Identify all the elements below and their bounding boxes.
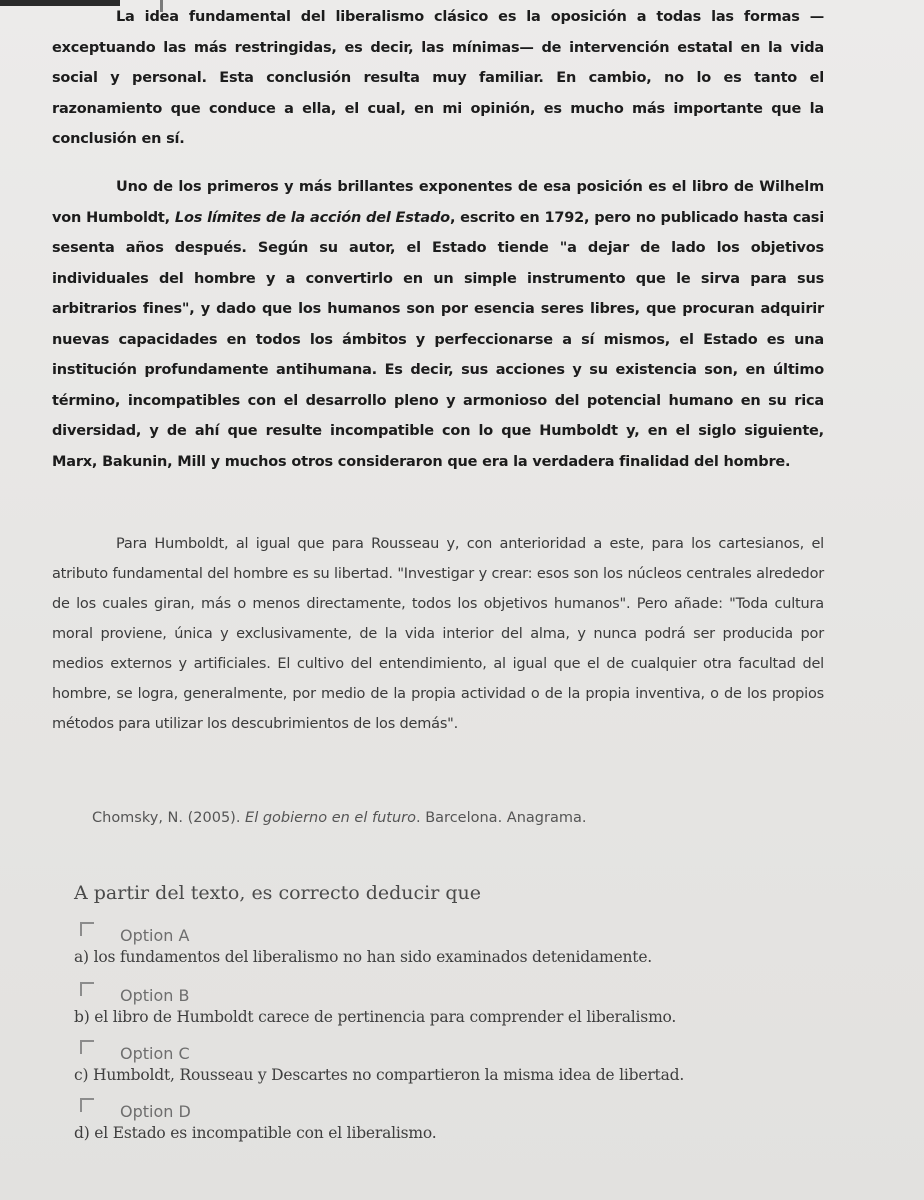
option-c-text: c) Humboldt, Rousseau y Descartes no compartieron la misma idea de libertad. [74, 1066, 685, 1084]
source-citation [92, 810, 586, 826]
option-b-checkbox[interactable] [80, 982, 94, 996]
option-d-label[interactable]: Option D [120, 1102, 191, 1121]
passage-paragraph-3 [52, 529, 824, 739]
option-b-text: b) el libro de Humboldt carece de pertinencia para comprender el liberalismo. [74, 1008, 677, 1026]
question-prompt: A partir del texto, es correcto deducir que [74, 882, 482, 904]
option-a-text: a) los fundamentos del liberalismo no han sido examinados detenidamente. [74, 948, 653, 966]
paragraph-1-text: La idea fundamental del liberalismo clásico es la oposición a todas las formas —exceptuando las más restringidas, es decir, las mínimas— de intervención estatal en la vida social y personal. Esta conclusión resulta muy familiar. En cambio, no lo es tanto el razonamiento que conduce a ella, el cual, en mi opinión, es mucho más importante que la conclusión en sí. [52, 9, 824, 147]
citation-publisher: . Barcelona. Anagrama. [416, 810, 587, 826]
paragraph-2-text [52, 172, 824, 477]
citation-book-title: El gobierno en el futuro [245, 810, 416, 826]
option-c-checkbox[interactable] [80, 1040, 94, 1054]
passage-paragraph-2 [52, 172, 824, 477]
passage-paragraph-1 [52, 2, 824, 155]
citation-author: Chomsky, N. (2005). [92, 810, 246, 826]
option-a-checkbox[interactable] [80, 922, 94, 936]
paragraph-2-rest: , escrito en 1792, pero no publicado hasta casi sesenta años después. Según su autor, el Estado tiende "a dejar de lado los objetivos individuales del hombre y a convertirlo en un simple instrumento que le sirva para sus arbitrarios fines", y dado que los humanos son por esencia seres libres, que procuran adquirir nuevas capacidades en todos los ámbitos y perfeccionarse a sí mismos, el Estado es una institución profundamente antihumana. Es decir, sus acciones y su existencia son, en último término, incompatibles con el desarrollo pleno y armonioso del potencial humano en su rica diversidad, y de ahí que resulte incompatible con lo que Humboldt y, en el siglo siguiente, Marx, Bakunin, Mill y muchos otros consideraron que era la verdadera finalidad del hombre. [52, 209, 824, 470]
option-a-label[interactable]: Option A [120, 926, 190, 945]
paragraph-2-lead: Uno de los primeros y más brillantes exponentes de esa posición es el libro de Wilhelm von Humboldt, [52, 179, 824, 226]
option-d-checkbox[interactable] [80, 1098, 94, 1112]
option-d-text: d) el Estado es incompatible con el liberalismo. [74, 1124, 437, 1142]
paragraph-3-text: Para Humboldt, al igual que para Rousseau y, con anterioridad a este, para los cartesianos, el atributo fundamental del hombre es su libertad. "Investigar y crear: esos son los núcleos centrales alrededor de los cuales giran, más o menos directamente, todos los objetivos humanos". Pero añade: "Toda cultura moral proviene, única y exclusivamente, de la vida interior del alma, y nunca podrá ser producida por medios externos y artificiales. El cultivo del entendimiento, al igual que el de cualquier otra facultad del hombre, se logra, generalmente, por medio de la propia actividad o de la propia inventiva, o de los propios métodos para utilizar los descubrimientos de los demás". [52, 536, 824, 732]
option-c-label[interactable]: Option C [120, 1044, 190, 1063]
book-title-humboldt: Los límites de la acción del Estado [174, 209, 450, 226]
option-b-label[interactable]: Option B [120, 986, 190, 1005]
